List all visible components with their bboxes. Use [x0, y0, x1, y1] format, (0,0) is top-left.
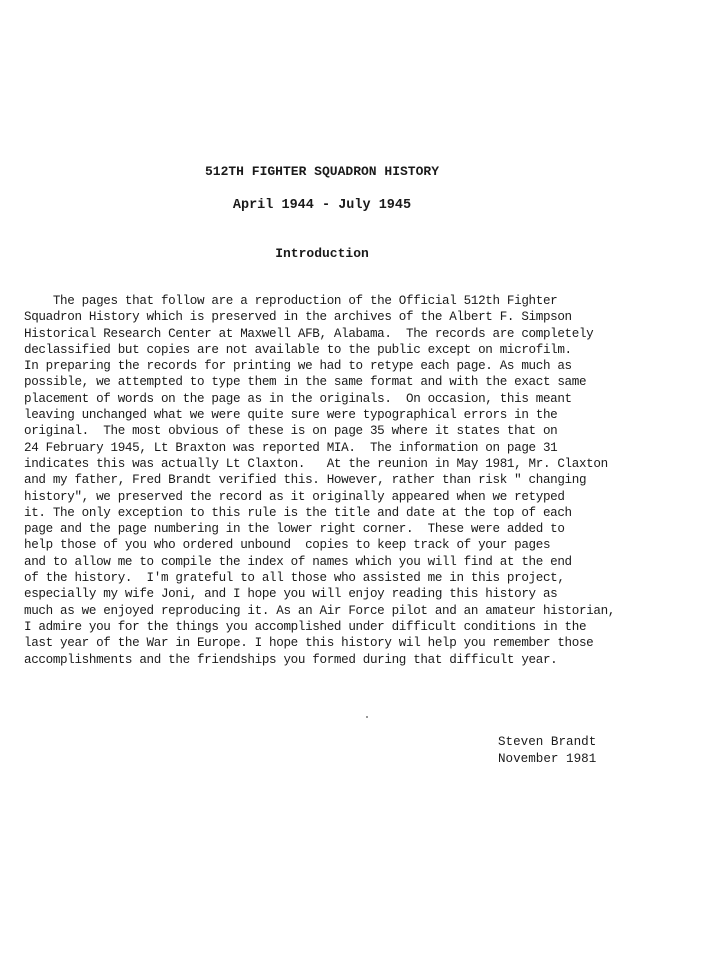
- body-line: Squadron History which is preserved in the archives of the Albert F. Simpson: [24, 310, 572, 325]
- body-line: and my father, Fred Brandt verified this. However, rather than risk " changing: [24, 473, 587, 488]
- body-line: of the history. I'm grateful to all those who assisted me in this project,: [24, 571, 565, 586]
- body-line: leaving unchanged what we were quite sure were typographical errors in the: [24, 408, 558, 423]
- section-heading: Introduction: [275, 246, 369, 261]
- body-line: possible, we attempted to type them in the same format and with the exact same: [24, 375, 587, 390]
- document-title: 512TH FIGHTER SQUADRON HISTORY: [204, 164, 440, 179]
- body-line: I admire you for the things you accomplished under difficult conditions in the: [24, 619, 587, 634]
- body-line: page and the page numbering in the lower right corner. These were added to: [24, 522, 565, 537]
- body-line: much as we enjoyed reproducing it. As an Air Force pilot and an amateur historian,: [24, 603, 616, 618]
- body-line: 24 February 1945, Lt Braxton was reported MIA. The information on page 31: [24, 440, 558, 455]
- body-line: indicates this was actually Lt Claxton. At the reunion in May 1981, Mr. Claxton: [24, 456, 608, 471]
- body-line: Historical Research Center at Maxwell AFB, Alabama. The records are completely: [24, 326, 594, 341]
- date-range: April 1944 - July 1945: [232, 198, 412, 213]
- body-line: especially my wife Joni, and I hope you will enjoy reading this history as: [24, 587, 558, 602]
- signature-name: Steven Brandt: [498, 735, 597, 749]
- ink-speck: [366, 716, 368, 718]
- body-line: it. The only exception to this rule is the title and date at the top of each: [24, 505, 572, 520]
- body-line: placement of words on the page as in the originals. On occasion, this meant: [24, 391, 572, 406]
- body-line: The pages that follow are a reproduction of the Official 512th Fighter: [24, 294, 558, 308]
- body-line: original. The most obvious of these is on page 35 where it states that on: [24, 424, 558, 439]
- body-line: help those of you who ordered unbound copies to keep track of your pages: [24, 538, 551, 553]
- body-line: history", we preserved the record as it originally appeared when we retyped: [24, 489, 565, 504]
- body-line: declassified but copies are not available to the public except on microfilm.: [24, 342, 572, 357]
- signature-block: [498, 734, 596, 767]
- body-line: accomplishments and the friendships you formed during that difficult year.: [24, 652, 558, 667]
- introduction-body: [24, 293, 704, 668]
- body-line: last year of the War in Europe. I hope this history wil help you remember those: [24, 636, 594, 651]
- body-line: In preparing the records for printing we had to retype each page. As much as: [24, 359, 572, 374]
- signature-date: November 1981: [498, 751, 597, 766]
- body-line: and to allow me to compile the index of names which you will find at the end: [24, 554, 572, 569]
